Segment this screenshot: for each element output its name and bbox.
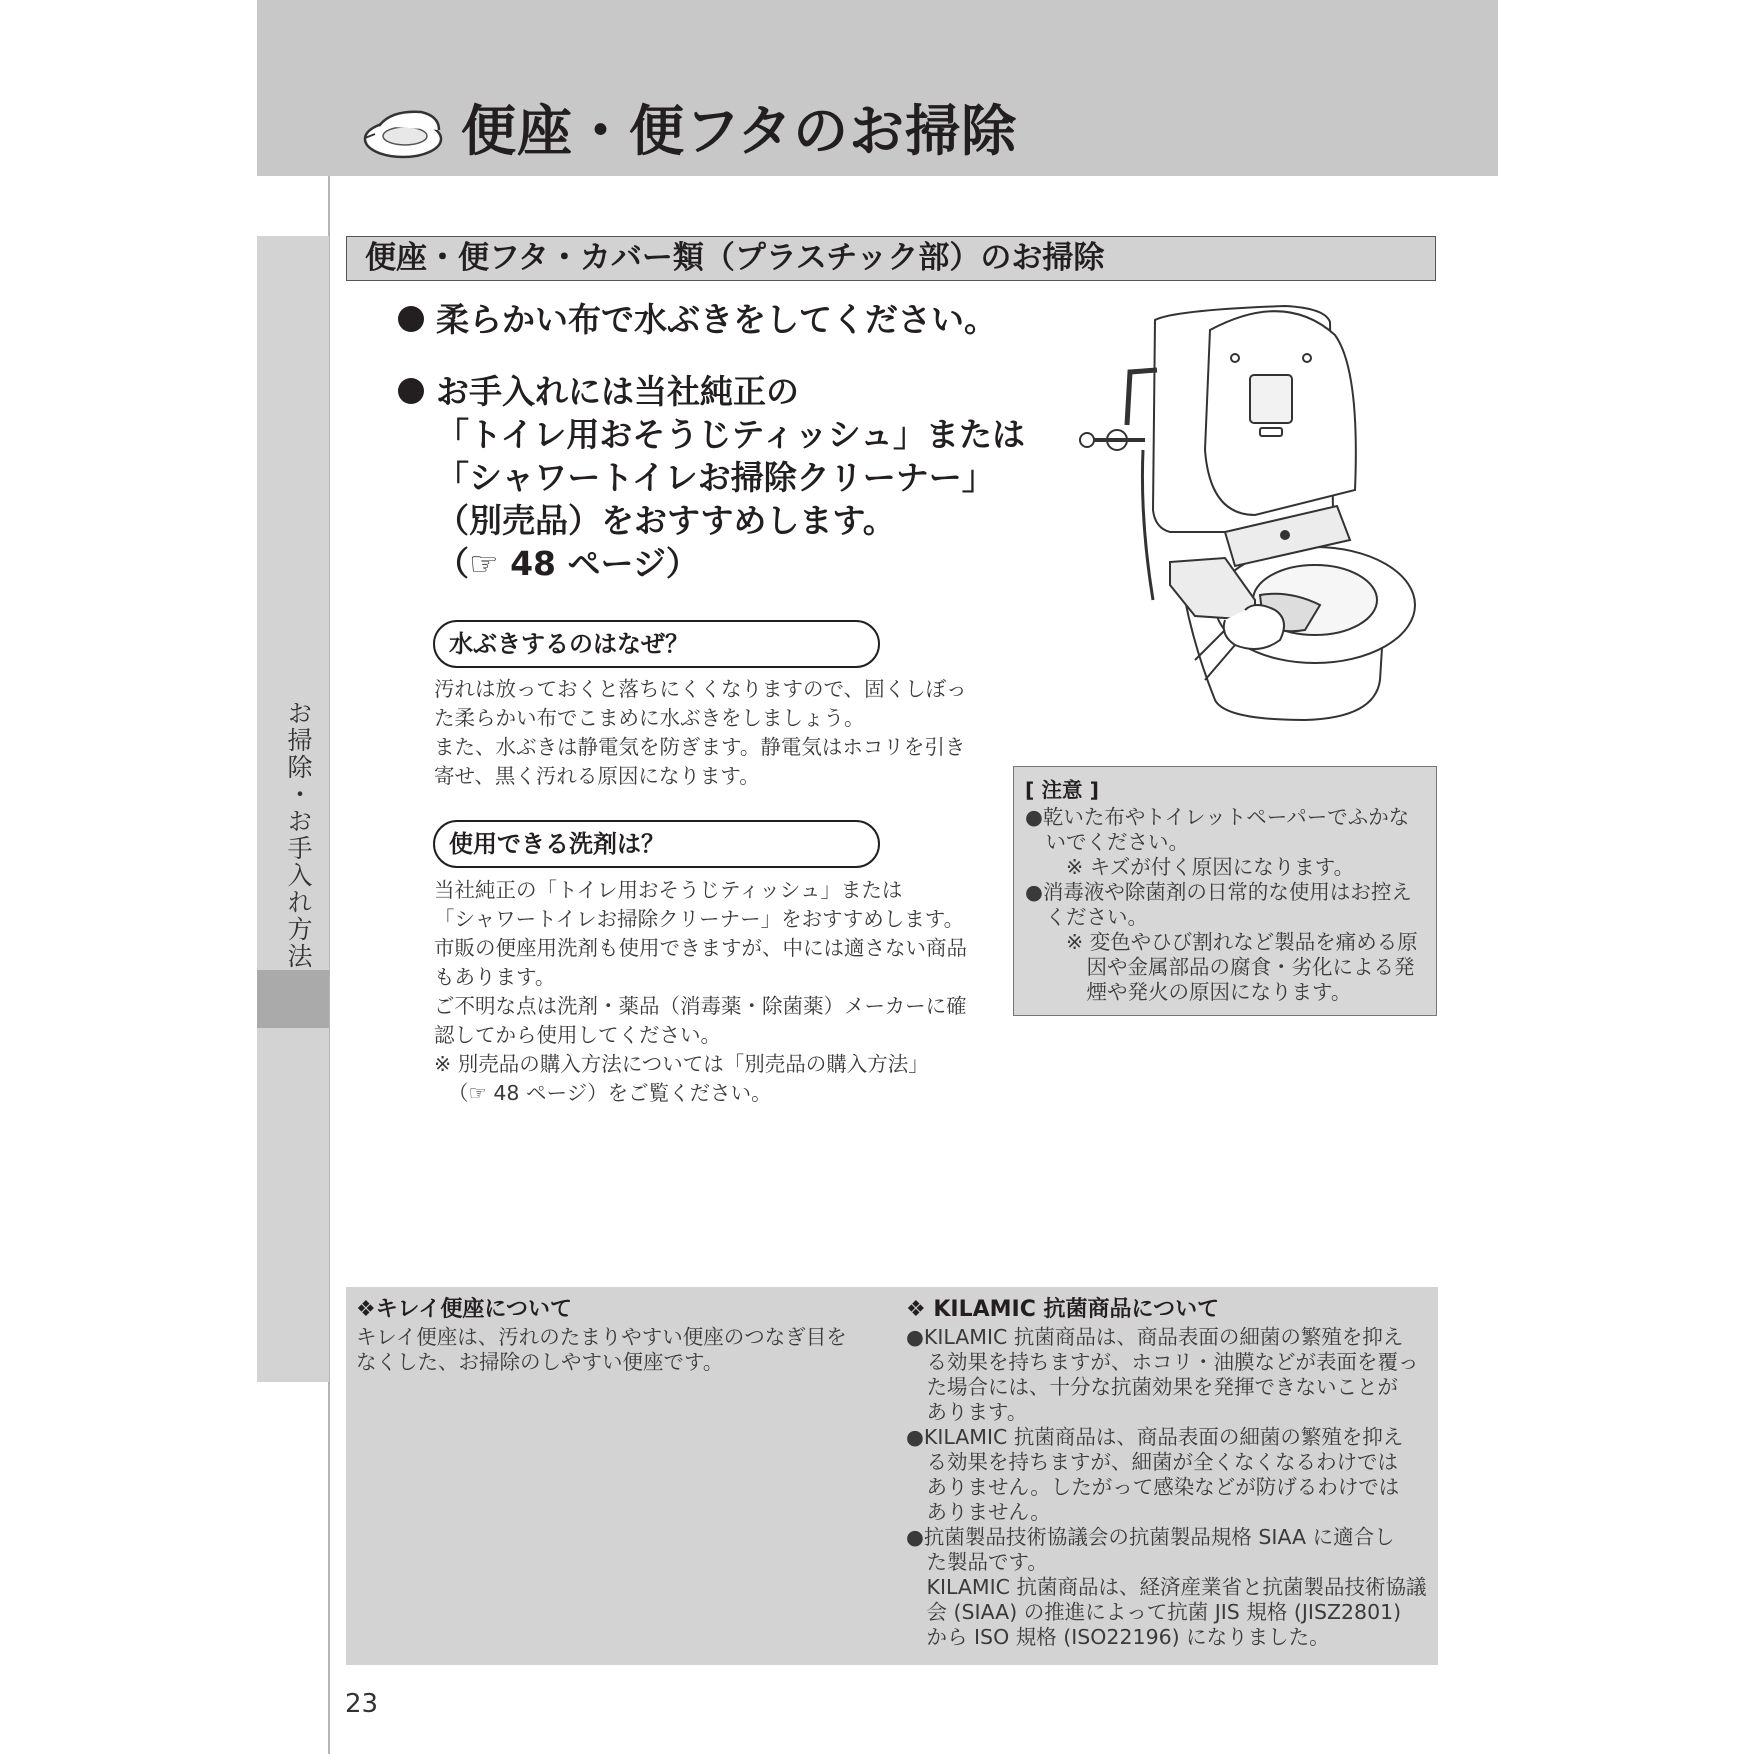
kilamic-line-9: ●抗菌製品技術協議会の抗菌製品規格 SIAA に適合し (906, 1525, 1395, 1549)
why-line-2: た柔らかい布でこまめに水ぶきをしましょう。 (434, 706, 865, 730)
bullet-second-line-4: （別売品）をおすすめします。 (436, 501, 896, 540)
section-heading: 便座・便フタ・カバー類（プラスチック部）のお掃除 (346, 236, 1436, 281)
kilamic-heading: ❖ KILAMIC 抗菌商品について (906, 1297, 1220, 1322)
detergent-line-2: 「シャワートイレお掃除クリーナー」をおすすめします。 (434, 907, 965, 931)
bullet-second-line-3: 「シャワートイレお掃除クリーナー」 (436, 458, 995, 497)
caution-title: [ 注意 ] (1025, 778, 1100, 802)
bullet-second-line-1: お手入れには当社純正の (436, 372, 799, 411)
kilamic-line-13: から ISO 規格 (ISO22196) になりました。 (906, 1625, 1330, 1649)
kilamic-line-8: ありません。 (906, 1500, 1051, 1524)
detergent-note-1: ※ 別売品の購入方法については「別売品の購入方法」 (434, 1052, 929, 1076)
side-tab-marker (257, 970, 329, 1028)
detergent-line-6: 認してから使用してください。 (434, 1023, 721, 1047)
caution-line-5: ください。 (1025, 905, 1148, 929)
why-line-1: 汚れは放っておくと落ちにくくなりますので、固くしぼっ (434, 677, 967, 701)
caution-line-2: いでください。 (1025, 830, 1189, 854)
caution-line-6: ※ 変色やひび割れなど製品を痛める原 (1025, 930, 1418, 954)
caution-line-8: 煙や発火の原因になります。 (1025, 980, 1352, 1004)
bullet-dot (398, 378, 424, 404)
kilamic-line-3: た場合には、十分な抗菌効果を発揮できないことが (906, 1375, 1398, 1399)
kirei-line-1: キレイ便座は、汚れのたまりやすい便座のつなぎ目を (356, 1325, 847, 1349)
detergent-line-4: もあります。 (434, 965, 556, 989)
detergent-line-5: ご不明な点は洗剤・薬品（消毒薬・除菌薬）メーカーに確 (434, 994, 967, 1018)
kilamic-line-2: る効果を持ちますが、ホコリ・油膜などが表面を覆っ (906, 1350, 1419, 1374)
detergent-note-2: （☞ 48 ページ）をご覧ください。 (448, 1081, 772, 1105)
detergent-heading: 使用できる洗剤は？ (433, 820, 880, 868)
detergent-line-1: 当社純正の「トイレ用おそうじティッシュ」または (434, 878, 903, 902)
bullet-dot (398, 306, 424, 332)
kilamic-line-6: る効果を持ちますが、細菌が全くなくなるわけでは (906, 1450, 1398, 1474)
page-title: 便座・便フタのお掃除 (461, 99, 1018, 163)
why-heading: 水ぶきするのはなぜ？ (433, 620, 880, 668)
why-line-3: また、水ぶきは静電気を防ぎます。静電気はホコリを引き (434, 735, 966, 759)
kilamic-line-11: KILAMIC 抗菌商品は、経済産業省と抗菌製品技術協議 (906, 1575, 1427, 1599)
kilamic-line-4: あります。 (906, 1400, 1028, 1424)
toilet-cleaning-illustration (1075, 300, 1430, 732)
bullet-second-reference: （☞ 48 ページ） (436, 544, 699, 583)
kilamic-line-1: ●KILAMIC 抗菌商品は、商品表面の細菌の繁殖を抑え (906, 1325, 1404, 1349)
caution-line-4: ●消毒液や除菌剤の日常的な使用はお控え (1025, 880, 1412, 904)
kilamic-line-10: た製品です。 (906, 1550, 1048, 1574)
detergent-line-3: 市販の便座用洗剤も使用できますが、中には適さない商品 (434, 936, 967, 960)
kirei-line-2: なくした、お掃除のしやすい便座です。 (356, 1350, 724, 1374)
bullet-first: 柔らかい布で水ぶきをしてください。 (436, 300, 997, 339)
caution-line-7: 因や金属部品の腐食・劣化による発 (1025, 955, 1415, 979)
why-line-4: 寄せ、黒く汚れる原因になります。 (434, 764, 760, 788)
toilet-seat-icon (361, 104, 445, 162)
side-tab-label: お掃除・お手入れ方法 (284, 700, 313, 970)
bullet-second-line-2: 「トイレ用おそうじティッシュ」または (436, 415, 1026, 454)
kirei-heading: ❖キレイ便座について (356, 1297, 572, 1322)
kilamic-line-5: ●KILAMIC 抗菌商品は、商品表面の細菌の繁殖を抑え (906, 1425, 1404, 1449)
kilamic-line-12: 会 (SIAA) の推進によって抗菌 JIS 規格 (JISZ2801) (906, 1600, 1402, 1624)
kilamic-line-7: ありません。したがって感染などが防げるわけでは (906, 1475, 1400, 1499)
page-number: 23 (345, 1689, 379, 1719)
caution-line-3: ※ キズが付く原因になります。 (1025, 855, 1355, 879)
caution-line-1: ●乾いた布やトイレットペーパーでふかな (1025, 805, 1410, 829)
